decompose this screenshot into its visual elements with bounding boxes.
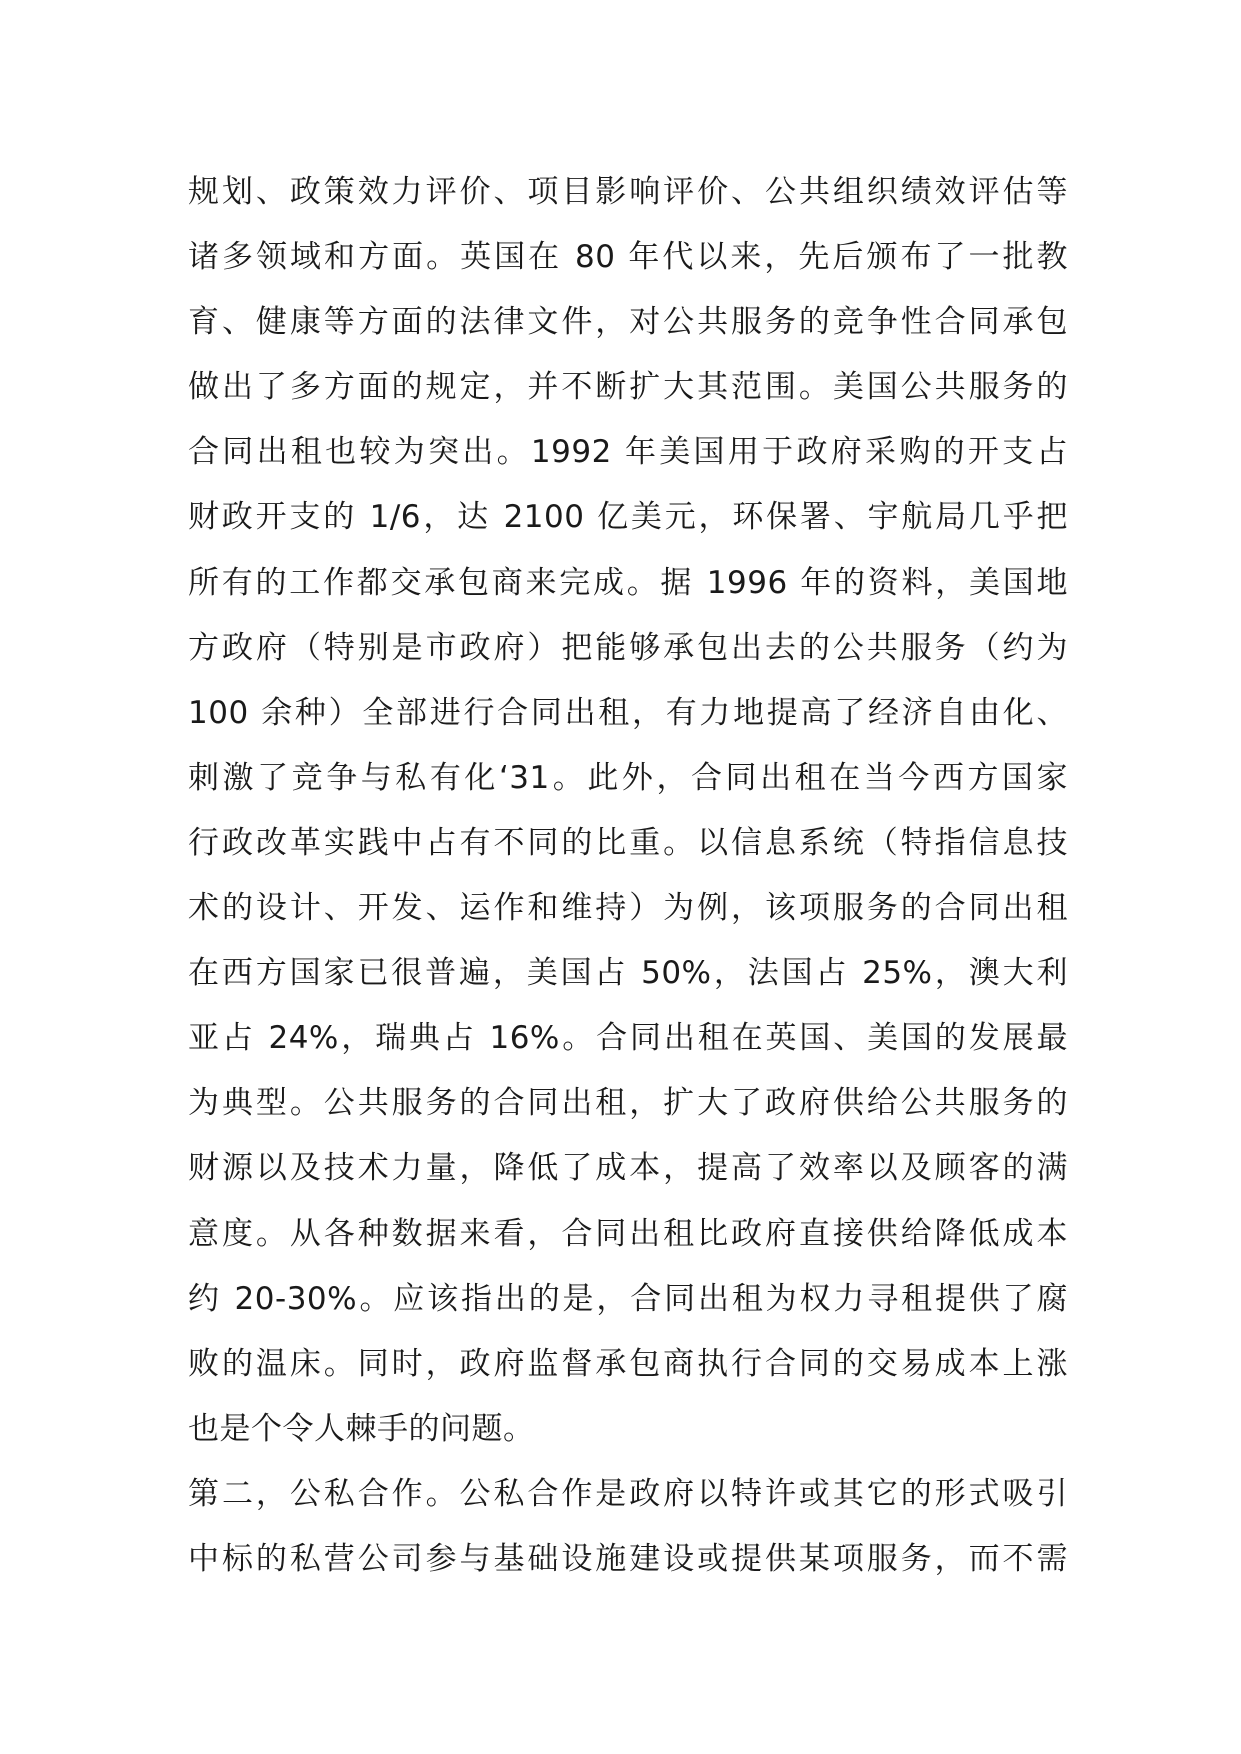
text-line: 方政府（特别是市政府）把能够承包出去的公共服务（约为 bbox=[188, 629, 1068, 666]
text-line: 育、健康等方面的法律文件，对公共服务的竞争性合同承包 bbox=[188, 304, 1068, 341]
text-line: 规划、政策效力评价、项目影响评价、公共组织绩效评估等 bbox=[188, 174, 1068, 210]
text-line: 财政开支的 1/6，达 2100 亿美元，环保署、宇航局几乎把 bbox=[188, 499, 1068, 536]
text-line: 在西方国家已很普遍，美国占 50%，法国占 25%，澳大利 bbox=[188, 955, 1068, 992]
text-line: 败的温床。同时，政府监督承包商执行合同的交易成本上涨 bbox=[188, 1345, 1068, 1382]
text-line: 为典型。公共服务的合同出租，扩大了政府供给公共服务的 bbox=[188, 1085, 1068, 1122]
text-line: 财源以及技术力量，降低了成本，提高了效率以及顾客的满 bbox=[188, 1150, 1068, 1187]
text-line: 诸多领域和方面。英国在 80 年代以来，先后颁布了一批教 bbox=[188, 239, 1068, 276]
text-line: 刺激了竞争与私有化‘31。此外，合同出租在当今西方国家 bbox=[188, 759, 1068, 796]
text-line: 100 余种）全部进行合同出租，有力地提高了经济自由化、 bbox=[188, 694, 1068, 731]
text-line: 中标的私营公司参与基础设施建设或提供某项服务，而不需 bbox=[188, 1540, 1068, 1577]
body-text bbox=[188, 160, 1068, 1592]
text-line: 合同出租也较为突出。1992 年美国用于政府采购的开支占 bbox=[188, 434, 1068, 471]
text-line-paragraph-end: 也是个令人棘手的问题。 bbox=[188, 1410, 535, 1447]
text-line: 做出了多方面的规定，并不断扩大其范围。美国公共服务的 bbox=[188, 369, 1068, 406]
text-line: 亚占 24%，瑞典占 16%。合同出租在英国、美国的发展最 bbox=[188, 1020, 1068, 1057]
text-line: 第二，公私合作。公私合作是政府以特许或其它的形式吸引 bbox=[188, 1475, 1068, 1512]
text-line: 行政改革实践中占有不同的比重。以信息系统（特指信息技 bbox=[188, 824, 1068, 861]
text-line: 所有的工作都交承包商来完成。据 1996 年的资料，美国地 bbox=[188, 564, 1068, 601]
text-line: 术的设计、开发、运作和维持）为例，该项服务的合同出租 bbox=[188, 890, 1068, 927]
text-line: 约 20-30%。应该指出的是，合同出租为权力寻租提供了腐 bbox=[188, 1280, 1068, 1317]
text-line: 意度。从各种数据来看，合同出租比政府直接供给降低成本 bbox=[188, 1215, 1068, 1252]
